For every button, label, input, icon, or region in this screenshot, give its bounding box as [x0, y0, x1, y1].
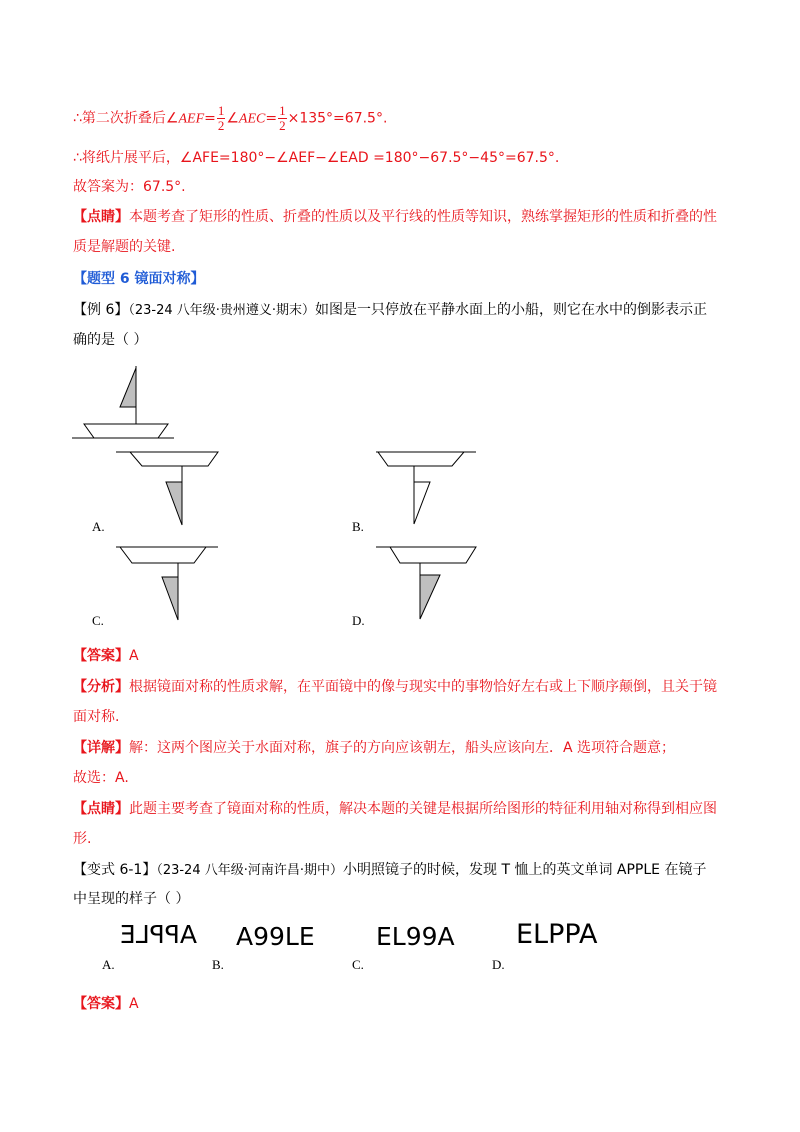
option-a-label[interactable]: A.: [92, 519, 105, 534]
comment-line-1: [73, 207, 717, 227]
reflected-hull: [130, 452, 218, 466]
example-line-1: [73, 300, 707, 321]
fraction-denominator-2: 2: [279, 118, 286, 133]
comment2-line-1: [73, 799, 717, 819]
variant-option-d-label[interactable]: D.: [492, 957, 505, 972]
variant-source: （23-24 八年级·河南许昌·期中）: [156, 863, 344, 878]
solution-line-1: [73, 104, 387, 133]
variant-line-1: [73, 860, 706, 881]
answer-tag: 【答案】: [73, 648, 129, 664]
example-source: （23-24 八年级·贵州遵义·期末）: [128, 303, 316, 318]
variant-text: 小明照镜子的时候，发现 T 恤上的英文单词 APPLE 在镜子: [343, 862, 707, 878]
fraction-half-2: [278, 104, 287, 133]
example-tag: 【例 6】: [73, 302, 129, 318]
word-option-b: A99LE: [236, 922, 315, 951]
boat-hull: [84, 424, 168, 438]
comment2-text: 此题主要考查了镜面对称的性质，解决本题的关键是根据所给图形的特征利用轴对称得到相应图: [129, 801, 717, 817]
fraction-half: [217, 104, 226, 133]
equals-sign: =: [204, 110, 216, 127]
variant-line-2: 中呈现的样子（ ）: [73, 891, 190, 907]
solution-line-3: 故答案为：67.5°.: [73, 179, 186, 195]
example-line-2: 确的是（ ）: [73, 332, 148, 348]
reflected-hull: [120, 547, 206, 563]
detail-text: 解：这两个图应关于水面对称，旗子的方向应该朝左，船头应该向左．A 选项符合题意；: [129, 740, 676, 756]
comment2-line-2: 形.: [73, 831, 92, 847]
example-text: 如图是一只停放在平静水面上的小船，则它在水中的倒影表示正: [315, 302, 708, 318]
section-title: 【题型 6 镜面对称】: [73, 271, 205, 287]
detail-line-1: [73, 738, 675, 758]
angle-aef: AEF: [178, 111, 205, 127]
line1-prefix: ∴第二次折叠后∠: [73, 110, 179, 127]
variant-option-c-label[interactable]: C.: [352, 957, 364, 972]
option-c-label[interactable]: C.: [92, 613, 104, 628]
word-option-c: EL99A: [376, 922, 455, 951]
option-d-label[interactable]: D.: [352, 613, 365, 628]
boat-sail: [120, 368, 136, 407]
angle-aec: AEC: [238, 111, 266, 127]
reflected-hull: [390, 547, 476, 563]
answer-line: [73, 646, 139, 666]
option-b-label[interactable]: B.: [352, 519, 364, 534]
answer2-line: [73, 994, 139, 1014]
variant-option-a-label[interactable]: A.: [102, 957, 115, 972]
reflected-sail: [420, 575, 440, 619]
option-b-figure: [376, 450, 486, 530]
analysis-line-2: 面对称.: [73, 709, 120, 725]
word-option-a: APPLE: [120, 920, 197, 949]
reflected-sail: [414, 482, 430, 524]
reflected-sail: [162, 577, 178, 620]
reflected-hull: [378, 452, 464, 466]
option-c-figure: [116, 545, 226, 625]
detail-tag: 【详解】: [73, 740, 129, 756]
fraction-numerator: 1: [217, 103, 225, 118]
option-d-figure: [376, 545, 486, 625]
analysis-line-1: [73, 677, 717, 697]
angle-symbol: ∠: [226, 110, 239, 127]
comment-line-2: 质是解题的关键.: [73, 239, 176, 255]
fraction-numerator-2: 1: [279, 103, 286, 118]
analysis-text: 根据镜面对称的性质求解，在平面镜中的像与现实中的事物恰好左右或上下顺序颠倒，且关于镜: [129, 679, 717, 695]
variant-option-b-label[interactable]: B.: [212, 957, 224, 972]
equals-sign-2: =: [265, 110, 278, 127]
comment-text: 本题考查了矩形的性质、折叠的性质以及平行线的性质等知识，熟练掌握矩形的性质和折叠的性: [129, 209, 717, 225]
variant-tag: 【变式 6-1】: [73, 862, 157, 878]
analysis-tag: 【分析】: [73, 679, 129, 695]
answer2-value: A: [129, 996, 139, 1012]
solution-line-2: ∴将纸片展平后，∠AFE=180°−∠AEF−∠EAD =180°−67.5°−45°=67.5°.: [73, 150, 560, 166]
option-a-figure: [116, 450, 226, 530]
fraction-denominator: 2: [217, 118, 225, 133]
answer-value: A: [129, 648, 139, 664]
answer2-tag: 【答案】: [73, 996, 129, 1012]
line1-tail: ×135°=67.5°.: [287, 110, 388, 127]
boat-figure: [70, 362, 190, 442]
word-option-d: ELPPA: [516, 919, 598, 950]
comment2-tag: 【点睛】: [73, 801, 129, 817]
comment-tag: 【点睛】: [73, 209, 129, 225]
detail-line-2: 故选：A.: [73, 770, 129, 786]
reflected-sail: [166, 482, 182, 525]
